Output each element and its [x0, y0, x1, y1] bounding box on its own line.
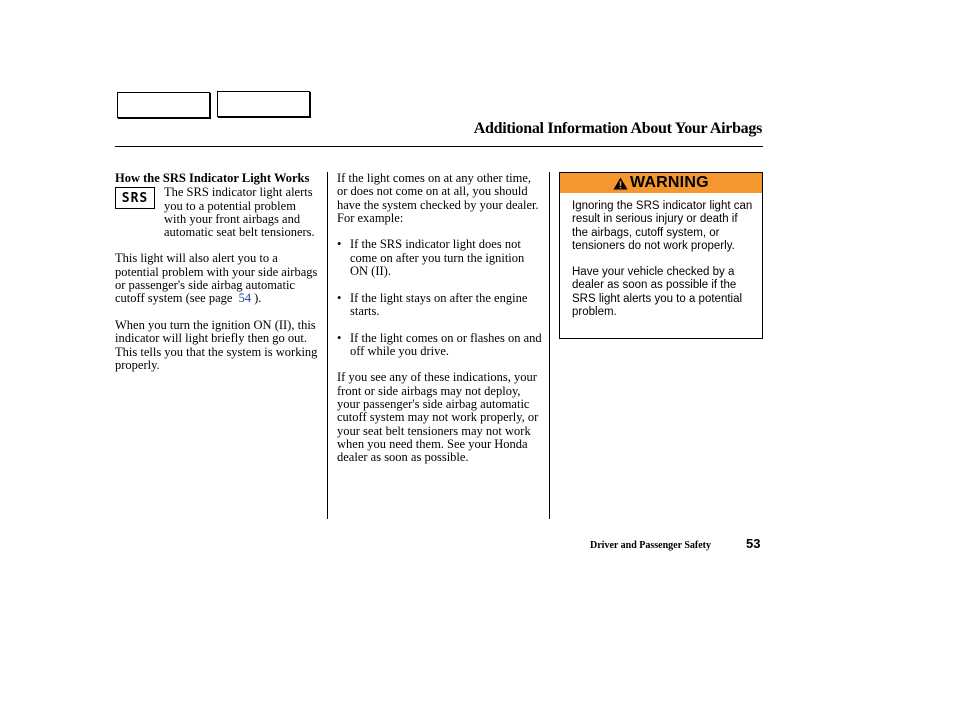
page-number: 53: [746, 536, 761, 551]
column-divider-2: [549, 172, 550, 519]
bullet-dot: •: [337, 237, 342, 252]
warning-triangle-icon: [613, 177, 628, 190]
bullet-text: If the light comes on or flashes on and off while you drive.: [350, 330, 542, 358]
title-rule: [115, 146, 763, 147]
warning-paragraph-1: Ignoring the SRS indicator light can result in serious injury or death if the airbags, cutoff system, or tensioners do not work properly.: [572, 200, 753, 252]
bullet-item-2: [337, 292, 543, 319]
footer-section-title: Driver and Passenger Safety: [590, 540, 712, 551]
bullet-text: If the light stays on after the engine starts.: [350, 290, 528, 318]
srs-indicator-icon: SRS: [115, 187, 155, 209]
warning-paragraph-2: Have your vehicle checked by a dealer as soon as possible if the SRS light alerts you to a potential problem.: [572, 266, 743, 319]
column-2: [337, 172, 543, 478]
warning-box: [559, 172, 763, 339]
bullet-dot: •: [337, 330, 342, 345]
bullet-text: If the SRS indicator light does not come on after you turn the ignition ON (II).: [350, 237, 525, 279]
nav-next-button[interactable]: [217, 91, 310, 117]
bullet-item-1: [337, 238, 543, 278]
warning-label: WARNING: [630, 174, 709, 191]
column-1: [115, 172, 320, 385]
paragraph-2-text: This light will also alert you to a potential problem with your side airbags or passenger's side airbag automatic cutoff system (see page: [115, 251, 318, 306]
warning-header: [560, 173, 762, 193]
page-link-54[interactable]: 54: [238, 291, 252, 306]
page-title: Additional Information About Your Airbags: [473, 120, 762, 137]
section-heading: How the SRS Indicator Light Works: [115, 171, 310, 185]
bullet-item-3: [337, 332, 543, 359]
nav-previous-button[interactable]: [117, 92, 210, 118]
paragraph-2: [115, 252, 320, 305]
bullet-dot: •: [337, 290, 342, 305]
srs-paragraph-text: The SRS indicator light alerts you to a potential problem with your front airbags and automatic seat belt tensioners.: [164, 185, 315, 240]
column-divider-1: [327, 172, 328, 519]
srs-paragraph: [115, 187, 320, 239]
paragraph-3: When you turn the ignition ON (II), this indicator will light briefly then go out. This tells you that the system is working properly.: [115, 317, 318, 372]
warning-text: [572, 200, 756, 332]
paragraph-2-end: ).: [254, 291, 262, 306]
outro-paragraph: If you see any of these indications, your front or side airbags may not deploy, your passenger's side airbag automatic cutoff system may not work properly, or your seat belt tensioners may not work when you need them. See your Honda dealer as soon as possible.: [337, 370, 539, 465]
intro-paragraph: If the light comes on at any other time, or does not come on at all, you should have the system checked by your dealer. For example:: [337, 171, 539, 225]
